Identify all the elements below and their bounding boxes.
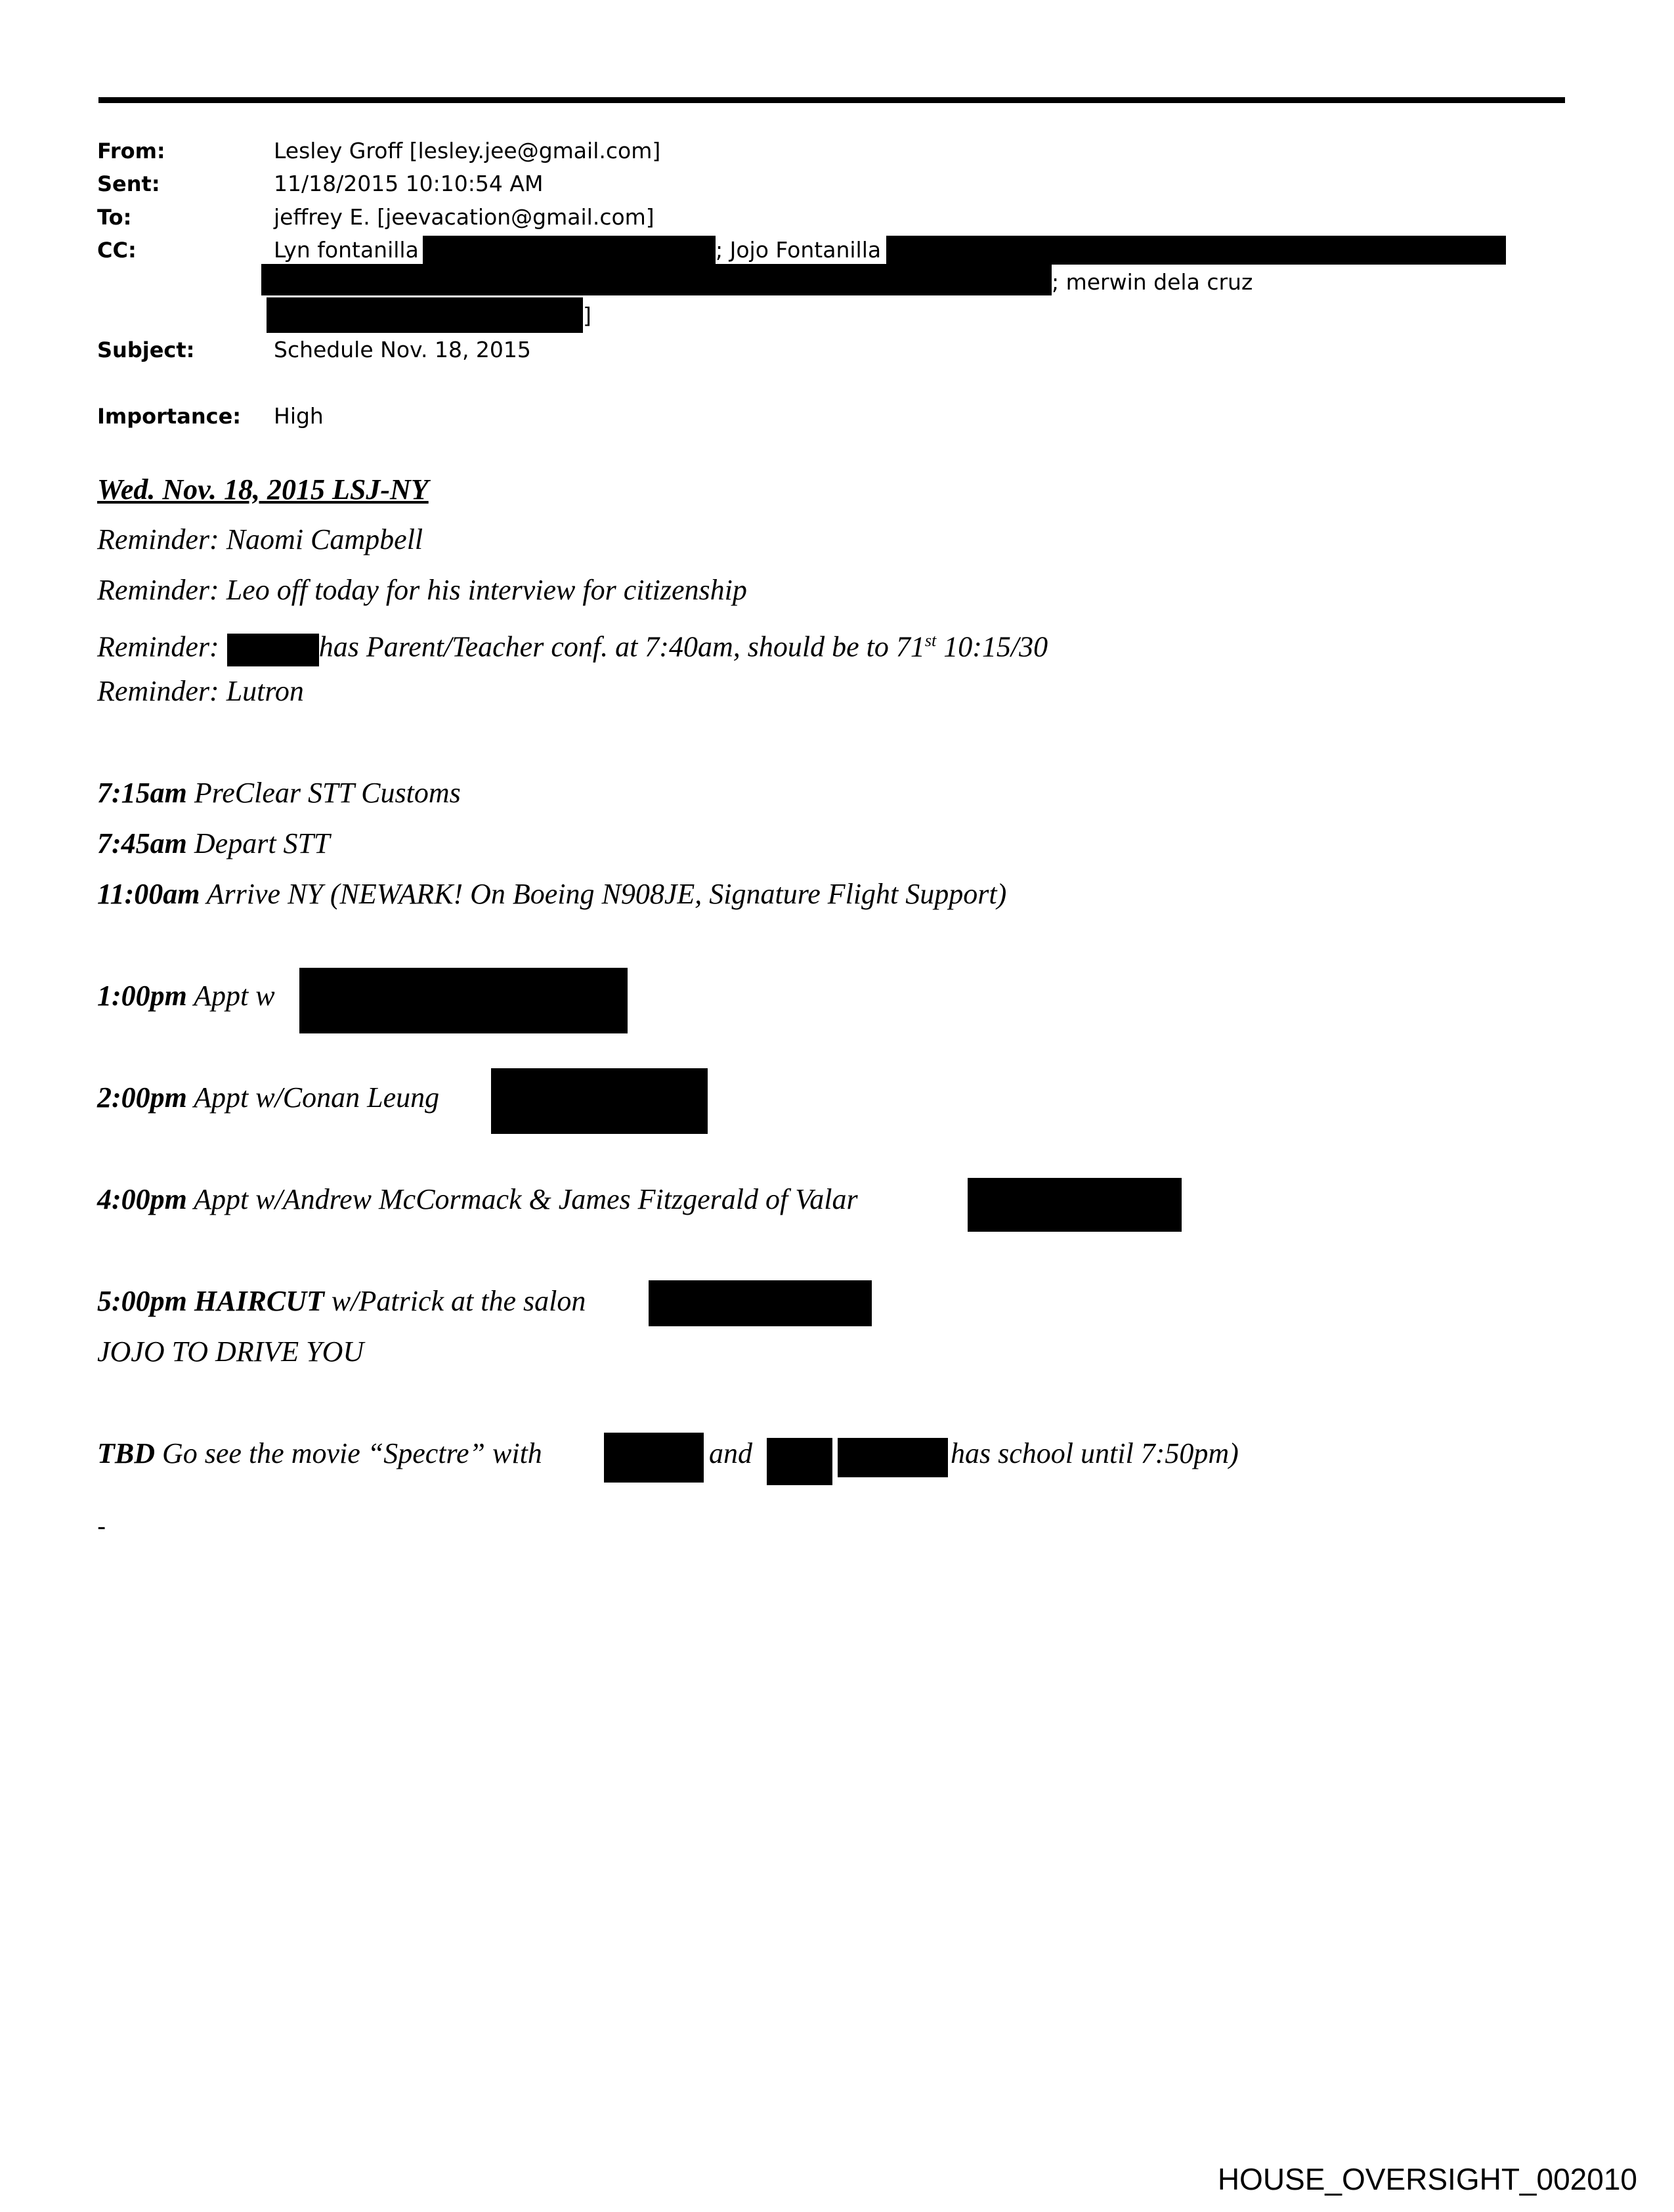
- cc-redaction-1: [423, 236, 716, 265]
- to-label: To:: [97, 205, 132, 230]
- from-label: From:: [97, 139, 165, 163]
- schedule-item-4: [97, 976, 275, 1016]
- schedule-item-2: [97, 824, 330, 863]
- trailing-dash: -: [97, 1512, 106, 1541]
- item-2-time: 7:45am: [97, 827, 187, 859]
- reminder-3-sup: st: [924, 631, 937, 650]
- cc-name-3: ; merwin dela cruz: [1052, 269, 1253, 295]
- schedule-item-8: [97, 1434, 542, 1473]
- item-4-redaction: [299, 968, 628, 1033]
- subject-label: Subject:: [97, 337, 195, 362]
- item-8-time: TBD: [97, 1437, 155, 1469]
- item-3-text: Arrive NY (NEWARK! On Boeing N908JE, Signature Flight Support): [200, 878, 1007, 910]
- from-value: Lesley Groff [lesley.jee@gmail.com]: [274, 138, 661, 163]
- cc-redaction-4: [267, 297, 583, 333]
- item-2-text: Depart STT: [186, 827, 330, 859]
- item-4-time: 1:00pm: [97, 980, 187, 1012]
- item-1-time: 7:15am: [97, 777, 187, 809]
- bates-number: HOUSE_OVERSIGHT_002010: [1217, 2162, 1637, 2196]
- item-5-text: Appt w/Conan Leung: [186, 1081, 440, 1114]
- reminder-3-redaction: [227, 634, 319, 666]
- item-3-time: 11:00am: [97, 878, 200, 910]
- item-8-redaction-2: [767, 1438, 832, 1485]
- sent-value: 11/18/2015 10:10:54 AM: [274, 171, 544, 196]
- item-6-text: Appt w/Andrew McCormack & James Fitzgerald of Valar: [186, 1183, 858, 1215]
- reminder-3-text: has Parent/Teacher conf. at 7:40am, should be to 71: [318, 630, 925, 663]
- reminder-3-tail: 10:15/30: [936, 630, 1048, 663]
- cc-name-2: ; Jojo Fontanilla: [716, 237, 882, 263]
- cc-close-bracket: ]: [583, 303, 591, 328]
- item-8-tail: has school until 7:50pm): [951, 1437, 1239, 1469]
- schedule-item-3: [97, 875, 1006, 914]
- subject-value: Schedule Nov. 18, 2015: [274, 337, 531, 362]
- item-8-text: Go see the movie “Spectre” with: [155, 1437, 542, 1469]
- schedule-item-5: [97, 1078, 439, 1117]
- schedule-title: Wed. Nov. 18, 2015 LSJ-NY: [97, 473, 429, 506]
- cc-redaction-2: [886, 236, 1506, 265]
- schedule-item-7: [97, 1282, 586, 1321]
- reminder-2: Reminder: Leo off today for his interview for citizenship: [97, 574, 747, 606]
- item-1-text: PreClear STT Customs: [186, 777, 461, 809]
- item-7-redaction: [649, 1280, 872, 1326]
- header-rule: [98, 97, 1565, 103]
- item-8-and: and: [709, 1437, 752, 1469]
- reminder-3: [97, 621, 1048, 667]
- reminder-3-prefix: Reminder:: [97, 630, 219, 663]
- sent-label: Sent:: [97, 171, 160, 196]
- cc-label: CC:: [97, 238, 137, 263]
- item-7-text: w/Patrick at the salon: [324, 1285, 586, 1317]
- reminder-4: Reminder: Lutron: [97, 675, 304, 707]
- item-8-redaction-3: [838, 1438, 948, 1477]
- item-7-note: JOJO TO DRIVE YOU: [97, 1335, 364, 1368]
- to-value: jeffrey E. [jeevacation@gmail.com]: [274, 204, 655, 230]
- importance-label: Importance:: [97, 404, 242, 429]
- cc-redaction-3: [261, 264, 1052, 295]
- schedule-item-1: [97, 773, 461, 813]
- item-5-redaction: [491, 1068, 708, 1134]
- item-4-text: Appt w: [186, 980, 275, 1012]
- schedule-item-6: [97, 1180, 858, 1219]
- importance-value: High: [274, 403, 324, 429]
- item-7-time: 5:00pm HAIRCUT: [97, 1285, 324, 1317]
- reminder-1: Reminder: Naomi Campbell: [97, 523, 423, 555]
- cc-name-1: Lyn fontanilla: [274, 237, 419, 263]
- item-5-time: 2:00pm: [97, 1081, 187, 1114]
- item-8-redaction-1: [604, 1433, 704, 1483]
- item-6-redaction: [968, 1178, 1182, 1232]
- item-6-time: 4:00pm: [97, 1183, 187, 1215]
